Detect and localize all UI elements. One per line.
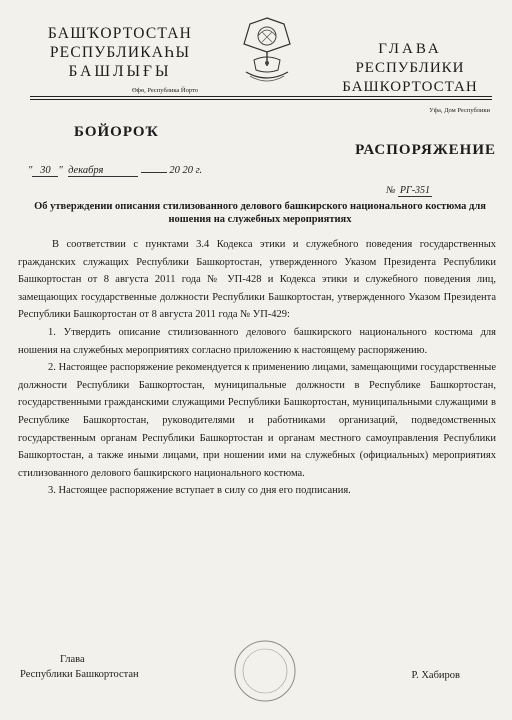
clause-3-paragraph: 3. Настоящее распоряжение вступает в силу со дня его подписания.	[48, 485, 351, 497]
doc-type-russian: РАСПОРЯЖЕНИЕ	[355, 142, 496, 158]
header-russian-line3: БАШКОРТОСТАН	[342, 79, 478, 95]
header-bashkir-line3: БАШЛЫҒЫ	[68, 63, 172, 80]
header-russian-line2: РЕСПУБЛИКИ	[355, 60, 465, 76]
header-bashkir-line2: РЕСПУБЛИКАҺЫ	[49, 44, 191, 61]
clause-2-paragraph: 2. Настоящее распоряжение рекомендуется к применению лицами, замещающими государственные должности Республики Башкортостан, муниципальные должности в Республике Башкортостан, государственными гражданскими служащими Республики Башкортостан, муниципальными служащими в Республике Башкортостан, руководителями и работниками организаций, подведомственных государственным органам Республики Башкортостан и органам местного самоуправления Республики Башкортостан, а также иными лицами, при ношении ими на служебных (официальных) мероприятиях стилизованного делового башкирского национального костюма.	[18, 362, 496, 479]
office-stamp	[232, 638, 298, 704]
number-prefix: №	[386, 185, 396, 196]
date-year: 20 20 г.	[169, 165, 203, 176]
header-bashkir-line1: БАШҠОРТОСТАН	[47, 25, 193, 42]
doc-type-bashkir: БОЙОРОҠ	[74, 124, 159, 140]
preamble-paragraph: В соответствии с пунктами 3.4 Кодекса этики и служебного поведения государственных гражданских служащих Республики Башкортостан, утвержденного Указом Президента Республики Башкортостан от 8 августа 2011 года № УП-428 и Кодекса этики и служебного поведения лиц, замещающих государственные должности Республики Башкортостан, утвержденного Указом Президента Республики Башкортостан от 8 августа 2011 года № УП-429:	[18, 239, 496, 321]
header-russian	[330, 40, 490, 114]
header-bashkir	[30, 24, 210, 94]
document-body	[18, 236, 496, 500]
header-russian-address: Уфа, Дом Республики	[429, 107, 490, 114]
signatory-title	[20, 652, 139, 682]
document-number	[386, 185, 432, 197]
header-divider-thin	[30, 99, 492, 100]
document-heading: Об утверждении описания стилизованного делового башкирского национального костюма для ношения на служебных мероприятиях	[34, 201, 486, 225]
header-russian-line1: ГЛАВА	[378, 41, 442, 57]
signatory-title-line1: Глава	[60, 654, 85, 665]
clause-1-paragraph: 1. Утвердить описание стилизованного делового башкирского национального костюма для ношения на служебных мероприятиях согласно приложению к настоящему распоряжению.	[18, 326, 496, 356]
coat-of-arms-emblem	[236, 14, 298, 86]
number-value: РГ-351	[399, 185, 431, 196]
date-month: декабря	[68, 165, 138, 177]
document-date: " 30 " декабря 20 20 г.	[28, 165, 203, 176]
signatory-title-line2: Республики Башкортостан	[20, 669, 139, 680]
signatory-name: Р. Хабиров	[411, 670, 460, 681]
header-bashkir-address: Өфө, Республика Йорто	[131, 87, 198, 94]
date-day: 30	[32, 165, 58, 177]
header-divider-thick	[30, 96, 492, 97]
